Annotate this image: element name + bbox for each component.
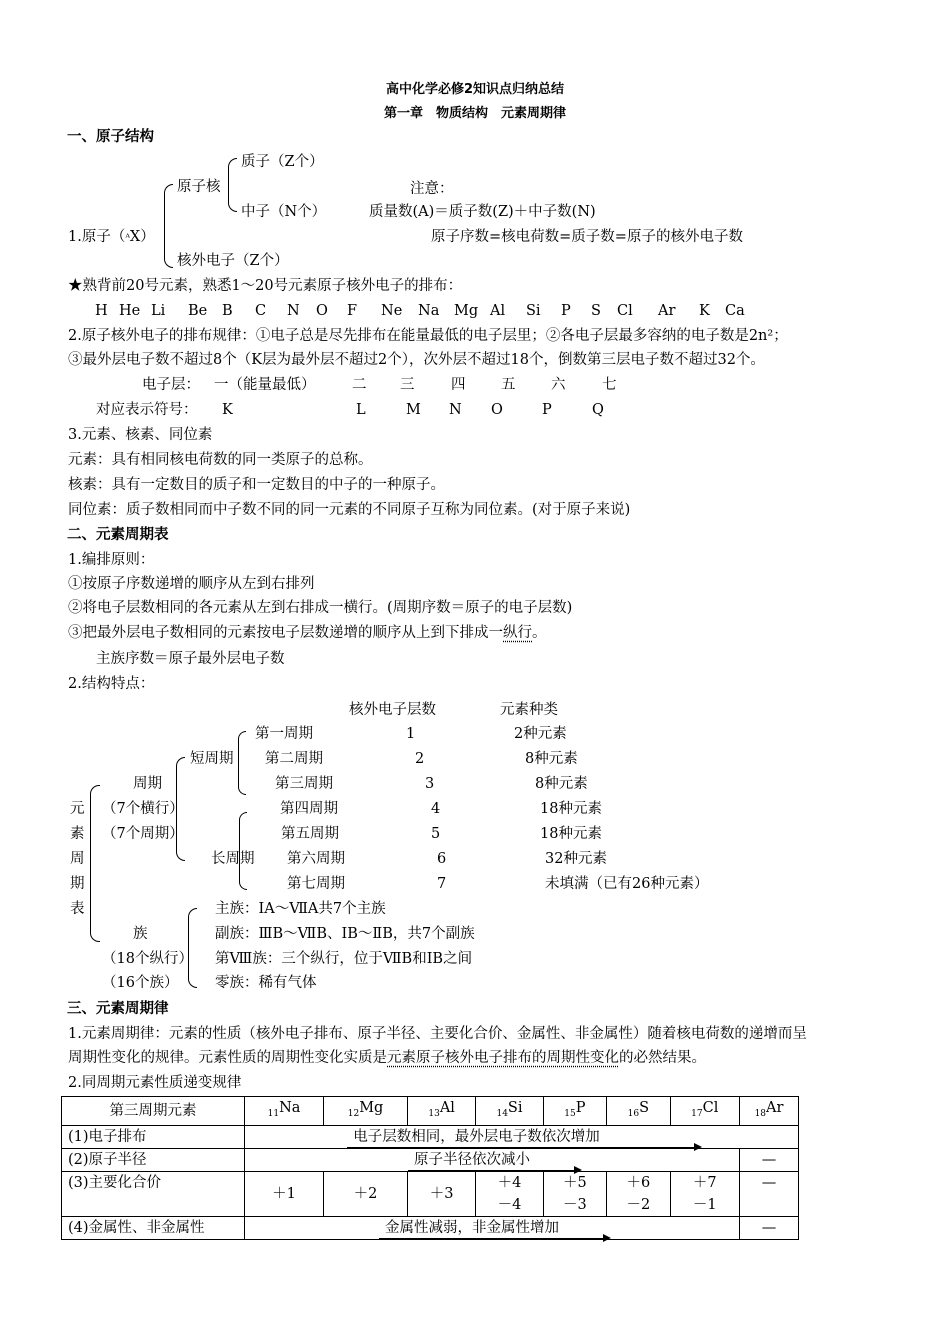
row-label-metallicity: (4)金属性、非金属性 (62, 1216, 245, 1239)
table-row (62, 1148, 799, 1171)
shell-5: 五 (501, 377, 516, 393)
element-cl: $_{17}$Cl (670, 1097, 739, 1126)
principle-2-note: (周期序数＝原子的电子层数) (387, 600, 573, 616)
element-symbol: O (316, 303, 328, 319)
arrangement-principles: 1.编排原则： (68, 552, 155, 568)
principle-1: ①按原子序数递增的顺序从左到右排列 (68, 576, 315, 592)
principle-3-a: ③把最外层电子数 (68, 625, 184, 641)
table-header-cell: 第三周期元素 (62, 1097, 245, 1126)
symbol-q: Q (592, 402, 604, 418)
element-symbol: Al (490, 303, 506, 319)
electron-label: 核外电子（Z个） (177, 253, 289, 269)
period-3-shells: 3 (425, 776, 435, 792)
symbol-k: K (222, 402, 233, 418)
row-label-atomic-radius: (2)原子半径 (62, 1148, 245, 1171)
subsection-element-nuclide-isotope: 3.元素、核素、同位素 (68, 427, 213, 443)
ar-radius: — (740, 1148, 799, 1171)
group-brace (188, 908, 197, 988)
principle-3-b: 相同的元素按电子层数递增的顺序从上到下排成一 (184, 625, 503, 641)
element-symbol: Cl (617, 303, 633, 319)
section-heading-periodic-table: 二、元素周期表 (67, 527, 169, 543)
mass-number-formula: 质量数(A)＝质子数(Z)＋中子数(N) (369, 204, 596, 220)
principle-3-c: 纵行 (503, 625, 532, 641)
symbol-m: M (406, 402, 421, 418)
period3-property-table (61, 1096, 799, 1240)
periodic-law-line1: 1.元素周期律：元素的性质（核外电子排布、原子半径、主要化合价、金属性、非金属性）随着核电荷数的递增而呈 (68, 1026, 807, 1042)
nucleus-label: 原子核 (177, 179, 221, 195)
atom-brace (164, 184, 173, 268)
short-period-label: 短周期 (190, 751, 234, 767)
shell-7: 七 (602, 377, 617, 393)
shell-6: 六 (551, 377, 566, 393)
element-symbol: Ne (381, 303, 403, 319)
isotope-definition: 同位素：质子数相同而中子数不同的同一元素的不同原子互称为同位素。(对于原子来说) (68, 502, 631, 518)
arrow-head-icon (574, 1166, 582, 1174)
period-3-name: 第三周期 (275, 776, 333, 792)
element-na: $_{11}$Na (245, 1097, 324, 1126)
long-period-label: 长周期 (211, 851, 255, 867)
shell-3: 三 (400, 377, 415, 393)
seven-periods: （7个周期） (102, 826, 184, 842)
periodic-table-brace (90, 785, 100, 942)
symbol-label: 对应表示符号： (96, 402, 198, 418)
element-ar: $_{18}$Ar (740, 1097, 799, 1126)
period-2-name: 第二周期 (265, 751, 323, 767)
element-symbol: K (699, 303, 710, 319)
element-si: $_{14}$Si (476, 1097, 543, 1126)
element-symbol: P (561, 303, 571, 319)
valence-p: ＋5 －3 (543, 1171, 606, 1216)
element-symbol: Ca (725, 303, 745, 319)
nuclide-definition: 核素：具有一定数目的质子和一定数目的中子的一种原子。 (68, 477, 445, 493)
element-symbol: B (222, 303, 233, 319)
element-symbol: H (95, 303, 108, 319)
period-4-name: 第四周期 (280, 801, 338, 817)
atom-symbol-sup: ᴬ (125, 233, 130, 244)
main-group-desc: 主族：ⅠA～ⅦA共7个主族 (215, 901, 386, 917)
table-row (62, 1216, 799, 1239)
symbol-p: P (542, 402, 552, 418)
symbol-n: N (449, 402, 462, 418)
document-title: 高中化学必修2知识点归纳总结 (385, 82, 565, 97)
table-char-4: 期 (70, 876, 85, 892)
main-group-rule: 主族序数＝原子最外层电子数 (96, 651, 285, 667)
sub-group-desc: 副族：ⅢB～ⅦB、ⅠB～ⅡB，共7个副族 (215, 926, 475, 942)
law2-a: 周期性变化的规律。元素性质的周期性变化实质是 (68, 1050, 387, 1066)
valence-si: ＋4 －4 (476, 1171, 543, 1216)
table-row (62, 1171, 799, 1216)
element-p: $_{15}$P (543, 1097, 606, 1126)
group-viii-desc: 第Ⅷ族：三个纵行，位于ⅦB和ⅠB之间 (215, 951, 473, 967)
element-symbol: F (347, 303, 358, 319)
row-label-electron-config: (1)电子排布 (62, 1125, 245, 1148)
same-period-trend: 2.同周期元素性质递变规律 (68, 1075, 242, 1091)
element-symbol: C (255, 303, 267, 319)
arrow-head-icon (694, 1143, 702, 1151)
period-6-shells: 6 (437, 851, 447, 867)
note-label: 注意： (410, 181, 454, 197)
period-2-kinds: 8种元素 (525, 751, 578, 767)
seven-rows: （7个横行） (102, 801, 184, 817)
element-symbol: Si (526, 303, 541, 319)
principle-2-text: ②将电子层数相同的各元素从左到右排成一横行。 (68, 600, 387, 616)
valence-al: ＋3 (407, 1171, 475, 1216)
col-shells-header: 核外电子层数 (349, 702, 436, 718)
valence-ar: — (740, 1171, 799, 1216)
principle-3-d: 。 (532, 625, 547, 641)
element-symbol: Be (188, 303, 208, 319)
principle-2 (68, 599, 572, 617)
period-2-shells: 2 (415, 751, 425, 767)
table-char-5: 表 (70, 901, 85, 917)
section-heading-atomic-structure: 一、原子结构 (67, 129, 154, 145)
nucleus-brace (228, 158, 237, 212)
element-symbol: Li (151, 303, 166, 319)
period-4-kinds: 18种元素 (540, 801, 602, 817)
period-6-name: 第六周期 (287, 851, 345, 867)
shell-1: 一（能量最低） (214, 377, 316, 393)
table-char-1: 元 (70, 801, 85, 817)
electron-config-trend: 电子层数相同，最外层电子数依次增加 (245, 1125, 799, 1148)
row-label-valence: (3)主要化合价 (62, 1171, 245, 1216)
metallicity-trend: 金属性减弱，非金属性增加 (245, 1216, 740, 1239)
element-symbol: He (119, 303, 141, 319)
element-al: $_{13}$Al (407, 1097, 475, 1126)
element-symbol: Na (418, 303, 440, 319)
valence-na: ＋1 (245, 1171, 324, 1216)
period-7-shells: 7 (437, 876, 447, 892)
valence-s: ＋6 －2 (607, 1171, 670, 1216)
element-symbol: N (287, 303, 300, 319)
table-row (62, 1097, 799, 1126)
law2-c: 的必然结果。 (619, 1050, 706, 1066)
principle-3 (68, 624, 547, 642)
shell-4: 四 (451, 377, 466, 393)
section-heading-periodic-law: 三、元素周期律 (67, 1001, 169, 1017)
valence-cl: ＋7 －1 (670, 1171, 739, 1216)
law2-b: 元素原子核外电子排布的周期性变化 (387, 1050, 619, 1066)
atomic-radius-trend: 原子半径依次减小 (245, 1148, 740, 1171)
period-3-kinds: 8种元素 (535, 776, 588, 792)
electron-rule-line1: 2.原子核外电子的排布规律：①电子总是尽先排布在能量最低的电子层里；②各电子层最多容纳的电子数是2n²； (68, 328, 788, 344)
structure-features: 2.结构特点： (68, 676, 155, 692)
period-5-name: 第五周期 (281, 826, 339, 842)
period-6-kinds: 32种元素 (545, 851, 607, 867)
table-char-3: 周 (70, 851, 85, 867)
eighteen-columns: （18个纵行） (102, 951, 193, 967)
period-1-name: 第一周期 (255, 726, 313, 742)
table-char-2: 素 (70, 826, 85, 842)
symbol-o: O (491, 402, 503, 418)
element-symbol: Ar (658, 303, 676, 319)
sixteen-groups: （16个族） (102, 975, 179, 991)
atom-label (68, 228, 155, 248)
proton-label: 质子（Z个） (241, 154, 324, 170)
arrow-head-icon (603, 1234, 611, 1242)
element-symbol: Mg (454, 303, 479, 319)
col-kinds-header: 元素种类 (500, 702, 558, 718)
valence-mg: ＋2 (324, 1171, 408, 1216)
element-mg: $_{12}$Mg (324, 1097, 408, 1126)
ar-metallicity: — (740, 1216, 799, 1239)
period-7-kinds: 未填满（已有26种元素） (545, 876, 709, 892)
period-5-shells: 5 (431, 826, 441, 842)
element-definition: 元素：具有相同核电荷数的同一类原子的总称。 (68, 452, 373, 468)
zero-group-desc: 零族：稀有气体 (215, 975, 317, 991)
element-s: $_{16}$S (607, 1097, 670, 1126)
shell-label: 电子层： (142, 377, 200, 393)
memorize-note: ★熟背前20号元素，熟悉1～20号元素原子核外电子的排布： (68, 278, 463, 294)
periodic-law-line2 (68, 1049, 706, 1067)
period-1-shells: 1 (406, 726, 416, 742)
chapter-title: 第一章 物质结构 元素周期律 (383, 106, 566, 121)
atom-symbol-x: X） (129, 229, 155, 245)
atomic-number-formula: 原子序数=核电荷数=质子数=原子的核外电子数 (431, 229, 743, 245)
period-label: 周期 (133, 776, 162, 792)
group-label: 族 (133, 926, 148, 942)
element-symbol: S (591, 303, 601, 319)
shell-2: 二 (352, 377, 367, 393)
period-5-kinds: 18种元素 (540, 826, 602, 842)
neutron-label: 中子（N个） (241, 204, 327, 220)
period-1-kinds: 2种元素 (514, 726, 567, 742)
short-period-brace (238, 731, 246, 795)
atom-label-text: 1.原子（ (68, 229, 126, 245)
symbol-l: L (356, 402, 366, 418)
electron-rule-line2: ③最外层电子数不超过8个（K层为最外层不超过2个），次外层不超过18个，倒数第三层电子数不超过32个。 (68, 352, 765, 368)
table-row (62, 1125, 799, 1148)
period-7-name: 第七周期 (287, 876, 345, 892)
period-4-shells: 4 (431, 801, 441, 817)
